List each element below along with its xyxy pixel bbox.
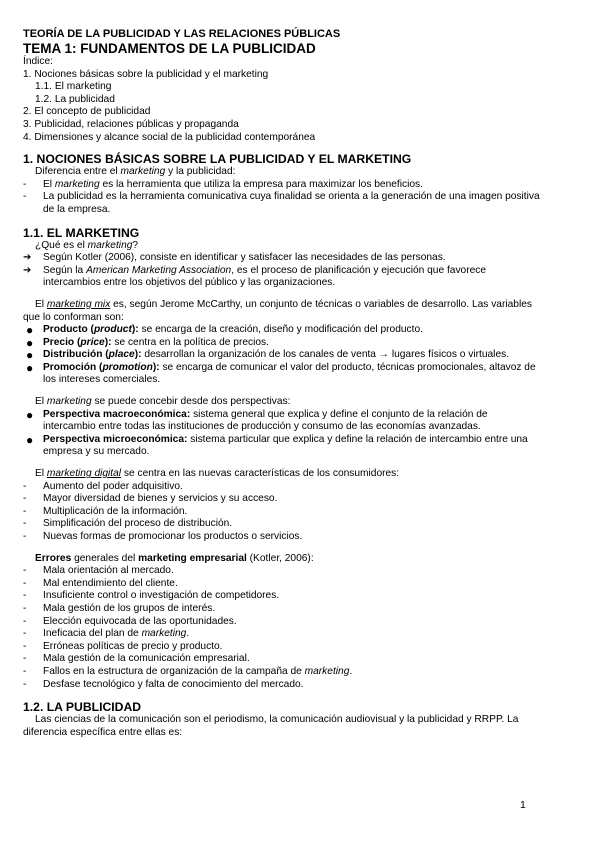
bullet-item: ● Producto (product): se encarga de la creación, diseño y modificación del producto. bbox=[26, 323, 423, 338]
bullet-item: ● Precio (price): se centra en la política de precios. bbox=[26, 335, 269, 350]
bullet-icon: ● bbox=[26, 348, 34, 363]
paragraph: El marketing digital se centra en las nuevas características de los consumidores: bbox=[35, 468, 400, 480]
bullet-icon: ● bbox=[26, 432, 34, 447]
list-item: - Multiplicación de la información. bbox=[23, 505, 188, 517]
paragraph: El marketing se puede concebir desde dos perspectivas: bbox=[35, 396, 291, 408]
index-item: 4. Dimensiones y alcance social de la publicidad contemporánea bbox=[23, 131, 316, 143]
dash-marker: - bbox=[23, 577, 27, 589]
list-item: - El marketing es la herramienta que utiliza la empresa para maximizar los beneficios. bbox=[23, 178, 423, 190]
list-item: - Ineficacia del plan de marketing. bbox=[23, 628, 190, 640]
arrow-icon: ➔ bbox=[23, 264, 32, 276]
dash-marker: - bbox=[23, 505, 27, 517]
list-item: - Elección equivocada de las oportunidades. bbox=[23, 615, 237, 627]
paragraph: que lo conforman son: bbox=[23, 311, 124, 323]
index-item: 3. Publicidad, relaciones públicas y propaganda bbox=[23, 118, 239, 130]
index-item: 2. El concepto de publicidad bbox=[23, 106, 151, 118]
dash-marker: - bbox=[23, 602, 27, 614]
list-item: - Simplificación del proceso de distribución. bbox=[23, 518, 233, 530]
list-item: - Insuficiente control o investigación de competidores. bbox=[23, 590, 280, 602]
arrow-item: ➔ Según la American Marketing Association, es el proceso de planificación y ejecución que favorece intercambios entre los objetivos del público y las organizaciones. bbox=[23, 264, 487, 289]
paragraph: diferencia específica entre ellas es: bbox=[23, 726, 183, 738]
index-item: 1. Nociones básicas sobre la publicidad y el marketing bbox=[23, 68, 269, 80]
paragraph: Diferencia entre el marketing y la publicidad: bbox=[35, 166, 236, 178]
bullet-icon: ● bbox=[26, 407, 34, 422]
list-item: - Nuevas formas de promocionar los productos o servicios. bbox=[23, 531, 303, 542]
dash-marker: - bbox=[23, 653, 27, 665]
dash-marker: - bbox=[23, 565, 27, 577]
paragraph: ¿Qué es el marketing? bbox=[35, 239, 139, 251]
list-item: - Desfase tecnológico y falta de conocimiento del mercado. bbox=[23, 678, 304, 690]
page-number: 1 bbox=[520, 799, 526, 811]
section-heading: 1. NOCIONES BÁSICAS SOBRE LA PUBLICIDAD Y EL MARKETING bbox=[23, 152, 412, 167]
list-item: - Mala orientación al mercado. bbox=[23, 565, 174, 577]
index-item: 1.1. El marketing bbox=[35, 81, 112, 93]
dash-marker: - bbox=[23, 615, 27, 627]
index-item: 1.2. La publicidad bbox=[35, 93, 115, 105]
bullet-item: ● Perspectiva macroeconómica: sistema general que explica y define el conjunto de la relación de intercambio entre todas las instituciones de producción y consumo de las economías avanzadas. bbox=[26, 407, 488, 433]
dash-marker: - bbox=[23, 665, 27, 677]
bullet-icon: ● bbox=[26, 360, 34, 375]
list-item: - Mala gestión de los grupos de interés. bbox=[23, 602, 216, 614]
dash-marker: - bbox=[23, 628, 27, 640]
dash-marker: - bbox=[23, 640, 27, 652]
list-item: - Erróneas políticas de precio y producto. bbox=[23, 640, 223, 652]
paragraph: El marketing mix es, según Jerome McCarthy, un conjunto de técnicas o variables de desarrollo. Las variables bbox=[35, 298, 532, 310]
course-title: TEORÍA DE LA PUBLICIDAD Y LAS RELACIONES PÚBLICAS bbox=[23, 28, 341, 40]
bullet-item: ● Perspectiva microeconómica: sistema particular que explica y define la relación de intercambio entre una empresa y su mercado. bbox=[26, 432, 528, 458]
dash-marker: - bbox=[23, 178, 27, 190]
index-label: Índice: bbox=[23, 56, 54, 67]
section-heading: 1.1. EL MARKETING bbox=[23, 225, 140, 240]
list-item: - Mayor diversidad de bienes y servicios y su acceso. bbox=[23, 493, 278, 505]
bullet-item: ● Distribución (place): desarrollan la organización de los canales de venta → lugares físicos o virtuales. bbox=[26, 348, 510, 363]
bullet-icon: ● bbox=[26, 323, 34, 338]
dash-marker: - bbox=[23, 518, 27, 530]
dash-marker: - bbox=[23, 191, 27, 203]
tema-title: TEMA 1: FUNDAMENTOS DE LA PUBLICIDAD bbox=[23, 41, 316, 56]
dash-marker: - bbox=[23, 678, 27, 690]
list-item: - Fallos en la estructura de organización de la campaña de marketing. bbox=[23, 665, 353, 677]
list-item: - Mal entendimiento del cliente. bbox=[23, 577, 178, 589]
section-heading: 1.2. LA PUBLICIDAD bbox=[23, 700, 142, 715]
list-item: - Aumento del poder adquisitivo. bbox=[23, 480, 183, 492]
list-item: - La publicidad es la herramienta comunicativa cuya finalidad se orienta a la generación de una imagen positiva de la empresa. bbox=[23, 191, 540, 215]
bullet-icon: ● bbox=[26, 335, 34, 350]
arrow-icon: ➔ bbox=[23, 252, 32, 264]
dash-marker: - bbox=[23, 590, 27, 602]
paragraph: Las ciencias de la comunicación son el periodismo, la comunicación audiovisual y la publicidad y RRPP. La bbox=[35, 714, 519, 726]
bullet-item: ● Promoción (promotion): se encarga de comunicar el valor del producto, técnicas promocionales, altavoz de los intereses comerciales. bbox=[26, 360, 536, 386]
document-page bbox=[23, 28, 583, 739]
paragraph: Errores generales del marketing empresarial (Kotler, 2006): bbox=[35, 552, 314, 564]
arrow-item: ➔ Según Kotler (2006), consiste en identificar y satisfacer las necesidades de las personas. bbox=[23, 252, 446, 264]
dash-marker: - bbox=[23, 480, 27, 492]
dash-marker: - bbox=[23, 493, 27, 505]
dash-marker: - bbox=[23, 531, 27, 542]
list-item: - Mala gestión de la comunicación empresarial. bbox=[23, 653, 250, 665]
